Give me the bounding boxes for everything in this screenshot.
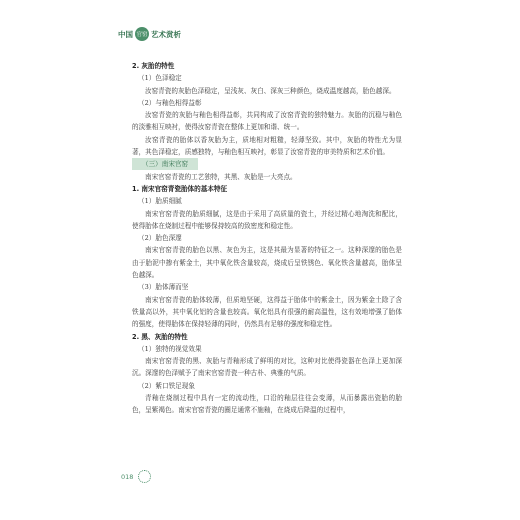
paragraph: 青釉在烧制过程中具有一定的流动性，口沿的釉层往往会变薄，从而暴露出瓷胎的胎色，呈紫褐色。南宋官窑青瓷的圈足通常不施釉，在烧成后降温的过程中， [132, 394, 402, 415]
paragraph: 汝窑青瓷的灰胎色泽稳定，呈浅灰、灰白、深灰三种颜色，烧成温度越高，胎色越深。 [145, 86, 396, 95]
item-heading: （2）胎色深邃 [138, 234, 182, 243]
item-heading: （1）独特的视觉效果 [138, 344, 202, 353]
item-heading: （2）紫口铁足现象 [138, 381, 195, 390]
section-tag: （三）南宋官窑 [132, 158, 198, 170]
paragraph: 南宋官窑青瓷的黑、灰胎与青釉形成了鲜明的对比，这种对比使得瓷器在色泽上更加深沉。深邃的色泽赋予了南宋官窑青瓷一种古朴、典雅的气质。 [132, 357, 402, 378]
subsection-heading: 2. 灰胎的特性 [132, 62, 175, 70]
subsection-heading: 2. 黑、灰胎的特性 [132, 332, 188, 341]
header-right-text: 艺术赏析 [151, 29, 181, 39]
header-badge [135, 27, 149, 41]
running-header [118, 26, 181, 42]
page-footer [121, 470, 151, 483]
paragraph: 南宋官窑青瓷的胎色以黑、灰色为主，这是其最为显著的特征之一。这种深邃的胎色是由于胎泥中掺有紫金土，其中氧化铁含量较高，烧成后呈铁锈色、氧化铁含量越高，胎体呈色越深。 [132, 246, 402, 280]
paragraph: 南宋官窑青瓷的工艺独特，其黑、灰胎是一大亮点。 [145, 172, 297, 181]
header-left-text: 中国 [118, 29, 133, 39]
subsection-heading: 1. 南宋官窑青瓷胎体的基本特征 [132, 184, 228, 193]
paragraph: 南宋官窑青瓷的胎质细腻，这是由于采用了高质量的瓷土，并经过精心地淘洗和配比，使得胎体在烧制过程中能够保持较高的致密度和稳定性。 [132, 209, 402, 230]
dotted-circle-ornament [138, 470, 151, 483]
paragraph: 南宋官窑青瓷的胎体较薄，但质地坚硬，这得益于胎体中的紫金土，因为紫金土除了含铁量高以外，其中氧化铝的含量也较高。氧化铝具有很强的耐高温性，这有效地增强了胎体的强度，使得胎体在保持轻薄的同时，仍然具有足够的强度和稳定性。 [132, 295, 402, 329]
item-heading: （1）色泽稳定 [138, 74, 182, 83]
header-badge-text: 官窑 [136, 32, 148, 38]
item-heading: （2）与釉色相得益彰 [138, 98, 202, 107]
item-heading: （1）胎质细腻 [138, 197, 182, 206]
page-number: 018 [121, 472, 134, 481]
paragraph: 汝窑青瓷的灰胎与釉色相得益彰，共同构成了汝窑青瓷的独特魅力。灰胎的沉稳与釉色的淡雅相互映衬，使得汝窑青瓷在整体上更加和谐、统一。 [132, 111, 402, 132]
page-body [132, 60, 402, 417]
section-heading [132, 158, 402, 170]
paragraph: 汝窑青瓷的胎体以香灰胎为主，质地相对粗糙，轻薄坚致。其中，灰胎的特性尤为显著，其色泽稳定，质感独特，与釉色相互映衬，彰显了汝窑青瓷的审美特质和艺术价值。 [132, 135, 402, 157]
item-heading: （3）胎体薄而坚 [138, 283, 189, 292]
